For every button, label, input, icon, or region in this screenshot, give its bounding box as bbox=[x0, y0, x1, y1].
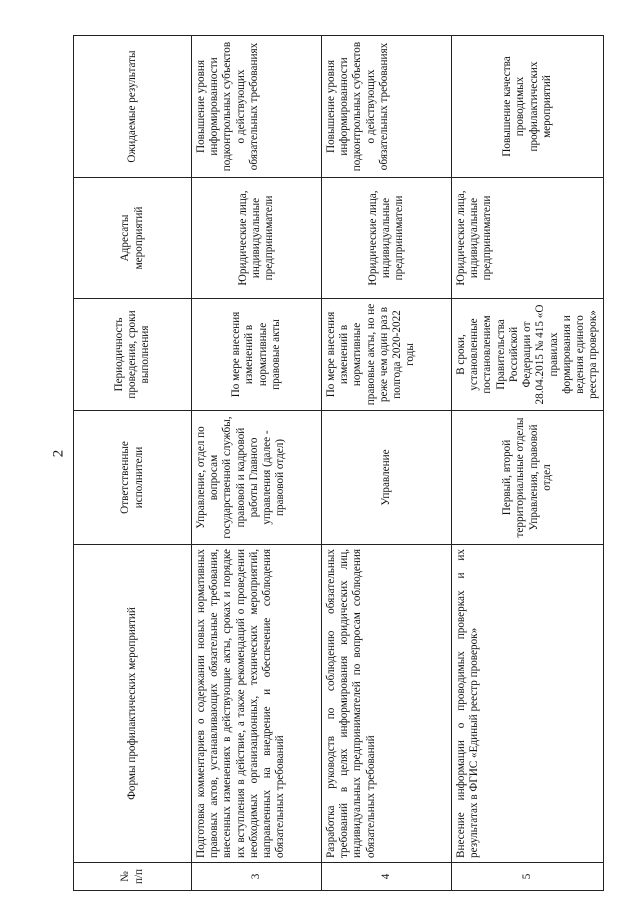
table-row bbox=[322, 36, 452, 891]
table-row bbox=[452, 36, 604, 891]
row-form: Подготовка комментариев о содержании новых нормативных правовых актов, устанавливающих обязательные требования, внесенных изменениях в действующие акты, сроках и порядке их вступления в действие, а также рекомендаций о проведении необходимых организационных, технических мероприятий, направленных на внедрение и обеспечение соблюдения обязательных требований bbox=[192, 545, 322, 863]
row-addressees: Юридические лица, индивидуальные предприниматели bbox=[452, 178, 604, 299]
rotated-table-container bbox=[73, 36, 600, 891]
header-num: № п/п bbox=[74, 863, 192, 891]
row-addressees: Юридические лица, индивидуальные предприниматели bbox=[192, 178, 322, 299]
row-responsible: Управление, отдел по вопросам государственной службы, правовой и кадровой работы Главного управления (далее - правовой отдел) bbox=[192, 411, 322, 545]
header-period: Периодичность проведения, сроки выполнения bbox=[74, 299, 192, 411]
row-result: Повышение уровня информированности подконтрольных субъектов о действующих обязательных требованиях bbox=[192, 36, 322, 178]
header-results: Ожидаемые результаты bbox=[74, 36, 192, 178]
row-number: 3 bbox=[192, 863, 322, 891]
header-addressees: Адресаты мероприятий bbox=[74, 178, 192, 299]
header-responsible: Ответственные исполнители bbox=[74, 411, 192, 545]
row-form: Разработка руководств по соблюдению обязательных требований в целях информирования юридических лиц, индивидуальных предпринимателей по вопросам соблюдения обязательных требований bbox=[322, 545, 452, 863]
row-number: 5 bbox=[452, 863, 604, 891]
row-result: Повышение качества проводимых профилактических мероприятий bbox=[452, 36, 604, 178]
row-period: По мере внесения изменений в нормативные правовые акты, но не реже чем один раз в полгода 2020-2022 годы bbox=[322, 299, 452, 411]
row-addressees: Юридические лица, индивидуальные предприниматели bbox=[322, 178, 452, 299]
table-row bbox=[192, 36, 322, 891]
row-responsible: Первый, второй территориальные отделы Управления, правовой отдел bbox=[452, 411, 604, 545]
table-header-row bbox=[74, 36, 192, 891]
row-period: По мере внесения изменений в нормативные правовые акты bbox=[192, 299, 322, 411]
page-number: 2 bbox=[50, 449, 67, 458]
row-result: Повышение уровня информированности подконтрольных субъектов о действующих обязательных требованиях bbox=[322, 36, 452, 178]
prevention-measures-table bbox=[73, 35, 604, 891]
row-form: Внесение информации о проводимых проверках и их результатах в ФГИС «Единый реестр проверок» bbox=[452, 545, 604, 863]
header-forms: Формы профилактических мероприятий bbox=[74, 545, 192, 863]
row-period: В сроки, установленные постановлением Правительства Российской Федерации от 28.04.2015 № 415 «О правилах формирования и ведения единого реестра проверок» bbox=[452, 299, 604, 411]
row-number: 4 bbox=[322, 863, 452, 891]
row-responsible: Управление bbox=[322, 411, 452, 545]
